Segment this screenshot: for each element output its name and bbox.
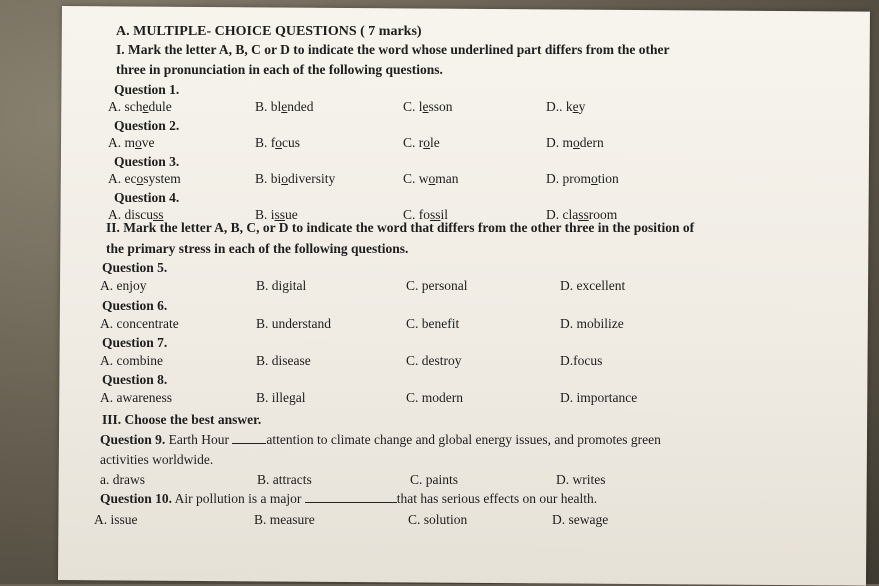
question-2-label: Question 2. — [114, 118, 180, 133]
option-underlined-part: o — [573, 135, 580, 150]
question-7-label: Question 7. — [102, 335, 168, 350]
question-7-option-d: D.focus — [560, 353, 603, 368]
question-2-option-d — [546, 135, 604, 151]
section2-heading-line2: the primary stress in each of the following questions. — [106, 241, 409, 256]
question-8-option-c: C. modern — [406, 390, 463, 405]
question-9-option-a: a. draws — [100, 472, 145, 487]
option-text-start: C. l — [403, 99, 423, 114]
option-underlined-part: e — [281, 99, 288, 114]
question-6-option-d: D. mobilize — [560, 316, 624, 331]
question-9-text-before: Earth Hour — [168, 432, 229, 447]
question-7-option-b: B. disease — [256, 353, 311, 368]
question-9-option-b: B. attracts — [257, 472, 312, 487]
question-10-blank — [305, 502, 397, 503]
question-9-option-d: D. writes — [556, 472, 606, 487]
question-9-stem — [100, 432, 661, 448]
option-underlined-part: ss — [153, 207, 164, 222]
section1-heading-line1: I. Mark the letter A, B, C or D to indicate the word whose underlined part differs from the other — [116, 42, 670, 57]
question-8-option-b: B. illegal — [256, 390, 306, 405]
option-underlined-part: o — [591, 171, 598, 186]
section2-heading-line1: II. Mark the letter A, B, C, or D to indicate the word that differs from the other three in the position of — [106, 220, 695, 235]
question-10-label: Question 10. — [100, 491, 173, 506]
question-6-option-a: A. concentrate — [100, 316, 179, 331]
option-underlined-part: o — [281, 171, 289, 186]
option-text-start: C. w — [403, 171, 429, 186]
option-underlined-part: e — [142, 99, 149, 114]
question-9-text-after: attention to climate change and global energy issues, and promotes green — [266, 432, 661, 447]
option-text-end: room — [588, 207, 618, 222]
option-text-end: ue — [285, 207, 298, 222]
option-text-end: tion — [597, 171, 619, 186]
question-7-option-a: A. combine — [100, 353, 163, 368]
question-1-label: Question 1. — [114, 82, 180, 97]
option-text-end: cus — [282, 135, 300, 150]
option-underlined-part: o — [275, 135, 282, 150]
question-2-option-a — [108, 135, 155, 151]
section3-heading: III. Choose the best answer. — [102, 412, 262, 427]
option-text-start: B. bl — [255, 99, 282, 114]
question-8-label: Question 8. — [102, 372, 168, 387]
option-text-end: nded — [287, 99, 314, 114]
option-text-start: D.. k — [546, 99, 573, 114]
question-3-option-d — [546, 171, 619, 187]
question-9-text-line2: activities worldwide. — [100, 452, 214, 467]
question-2-option-c — [403, 135, 440, 151]
option-text-start: A. ec — [108, 171, 137, 186]
option-underlined-part: ss — [578, 207, 589, 222]
option-text-end: le — [430, 135, 440, 150]
option-underlined-part: e — [572, 99, 579, 114]
option-text-end: dule — [148, 99, 172, 114]
question-9-blank — [232, 443, 266, 444]
question-5-option-d: D. excellent — [560, 278, 626, 293]
question-10-stem — [100, 491, 597, 507]
option-text-start: A. sch — [108, 99, 143, 114]
question-6-label: Question 6. — [102, 298, 168, 313]
question-8-option-d: D. importance — [560, 390, 638, 405]
question-9-label: Question 9. — [100, 432, 166, 447]
option-text-end: y — [578, 99, 586, 114]
option-text-end: il — [440, 207, 449, 222]
question-10-option-b: B. measure — [254, 512, 315, 527]
option-text-start: B. i — [255, 207, 275, 222]
question-1-option-b — [255, 99, 314, 115]
section1-heading-line2: three in pronunciation in each of the following questions. — [116, 62, 443, 77]
option-text-start: D. prom — [546, 171, 591, 186]
question-3-label: Question 3. — [114, 154, 180, 169]
option-text-end: dern — [579, 135, 604, 150]
question-10-option-d: D. sewage — [552, 512, 609, 527]
question-5-label: Question 5. — [102, 260, 168, 275]
option-underlined-part: ss — [274, 207, 286, 222]
question-6-option-c: C. benefit — [406, 316, 460, 331]
question-6-option-b: B. understand — [256, 316, 331, 331]
question-10-option-a: A. issue — [94, 512, 138, 527]
worksheet-title: A. MULTIPLE- CHOICE QUESTIONS ( 7 marks) — [116, 24, 422, 39]
question-9-option-c: C. paints — [410, 472, 459, 487]
question-10-text-before: Air pollution is a major — [174, 491, 302, 506]
option-underlined-part: o — [423, 135, 430, 150]
option-text-end: man — [435, 171, 459, 186]
question-5-option-b: B. digital — [256, 278, 307, 293]
option-text-start: D. m — [546, 135, 573, 150]
option-text-start: C. fo — [403, 207, 430, 222]
option-text-start: C. r — [403, 135, 424, 150]
question-3-option-c — [403, 171, 459, 187]
option-text-start: A. discu — [108, 207, 153, 222]
question-2-option-b — [255, 135, 300, 151]
question-5-option-a: A. enjoy — [100, 278, 147, 293]
question-3-option-a — [108, 171, 181, 187]
question-1-option-a — [108, 99, 172, 115]
option-text-start: B. bi — [255, 171, 282, 186]
option-underlined-part: e — [422, 99, 429, 114]
option-text-end: ve — [141, 135, 155, 150]
question-4-label: Question 4. — [114, 190, 180, 205]
question-1-option-c — [403, 99, 453, 115]
option-underlined-part: ss — [430, 207, 441, 222]
question-10-text-after: that has serious effects on our health. — [396, 491, 598, 506]
question-7-option-c: C. destroy — [406, 353, 462, 368]
option-text-end: system — [143, 171, 181, 186]
question-5-option-c: C. personal — [406, 278, 468, 293]
option-underlined-part: o — [136, 171, 144, 186]
question-3-option-b — [255, 171, 335, 187]
question-1-option-d — [546, 99, 585, 115]
option-text-end: sson — [428, 99, 453, 114]
option-text-start: D. cla — [546, 207, 579, 222]
question-8-option-a: A. awareness — [100, 390, 172, 405]
option-underlined-part: o — [428, 171, 436, 186]
option-underlined-part: o — [135, 135, 142, 150]
option-text-start: A. m — [108, 135, 135, 150]
question-10-option-c: C. solution — [408, 512, 468, 527]
option-text-start: B. f — [255, 135, 276, 150]
option-text-end: diversity — [288, 171, 336, 186]
